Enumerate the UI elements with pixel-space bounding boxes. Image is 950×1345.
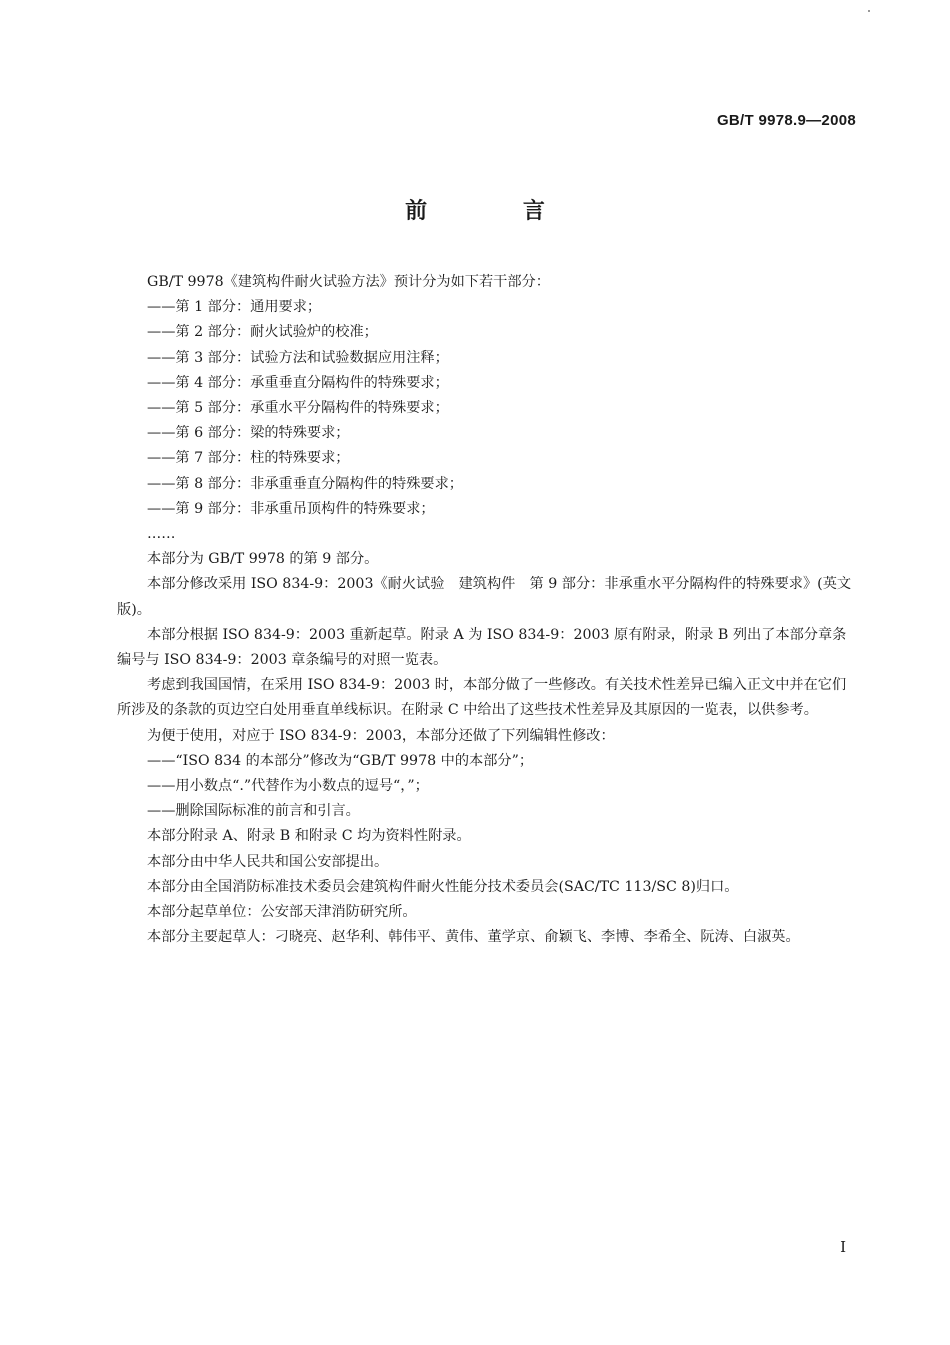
list-item: ——第 8 部分：非承重垂直分隔构件的特殊要求； [147, 475, 463, 492]
standard-number: GB/T 9978.9—2008 [716, 112, 856, 129]
list-item: ——第 7 部分：柱的特殊要求； [147, 450, 350, 467]
list-item: ——第 6 部分：梁的特殊要求； [147, 425, 350, 442]
list-item: ——第 1 部分：通用要求； [147, 299, 322, 316]
paragraph: 本部分为 GB/T 9978 的第 9 部分。 [147, 551, 379, 568]
list-item: ——第 5 部分：承重水平分隔构件的特殊要求； [147, 400, 449, 417]
list-item: ——“ISO 834 的本部分”修改为“GB/T 9978 中的本部分”； [147, 752, 534, 769]
page-title: 前 言 [405, 199, 589, 224]
paragraph: 本部分由中华人民共和国公安部提出。 [147, 853, 389, 870]
list-item: ——第 4 部分：承重垂直分隔构件的特殊要求； [147, 374, 449, 391]
list-item: ——第 3 部分：试验方法和试验数据应用注释； [147, 349, 449, 366]
list-item: ——用小数点“.”代替作为小数点的逗号“，”； [147, 778, 429, 795]
page-number: I [840, 1238, 846, 1256]
list-item: ——删除国际标准的前言和引言。 [147, 803, 360, 820]
paragraph: 本部分根据 ISO 834-9：2003 重新起草。附录 A 为 ISO 834-9：2003 原有附录，附录 B 列出了本部分章条编号与 ISO 834-9：2003 章条编号的对照一览表。 [117, 626, 847, 669]
paragraph: 本部分主要起草人：刁晓亮、赵华利、韩伟平、黄伟、董学京、俞颖飞、李博、李希全、阮涛、白淑英。 [147, 929, 800, 946]
ellipsis: …… [147, 526, 176, 543]
list-item: ——第 9 部分：非承重吊顶构件的特殊要求； [147, 500, 435, 517]
foreword-body [117, 270, 857, 950]
intro-paragraph: GB/T 9978《建筑构件耐火试验方法》预计分为如下若干部分： [147, 274, 550, 290]
corner-mark [868, 10, 870, 12]
paragraph: 本部分修改采用 ISO 834-9：2003《耐火试验 建筑构件 第 9 部分：非承重水平分隔构件的特殊要求》(英文版)。 [117, 576, 852, 618]
paragraph: 本部分由全国消防标准技术委员会建筑构件耐火性能分技术委员会(SAC/TC 113/SC 8)归口。 [147, 878, 739, 895]
paragraph: 考虑到我国国情，在采用 ISO 834-9：2003 时，本部分做了一些修改。有关技术性差异已编入正文中并在它们所涉及的条款的页边空白处用垂直单线标识。在附录 C 中给出了这些技术性差异及其原因的一览表，以供参考。 [117, 677, 847, 719]
paragraph: 本部分起草单位：公安部天津消防研究所。 [147, 904, 417, 921]
paragraph: 为便于使用，对应于 ISO 834-9：2003，本部分还做了下列编辑性修改： [147, 727, 615, 744]
list-item: ——第 2 部分：耐火试验炉的校准； [147, 324, 378, 341]
paragraph: 本部分附录 A、附录 B 和附录 C 均为资料性附录。 [147, 828, 471, 845]
